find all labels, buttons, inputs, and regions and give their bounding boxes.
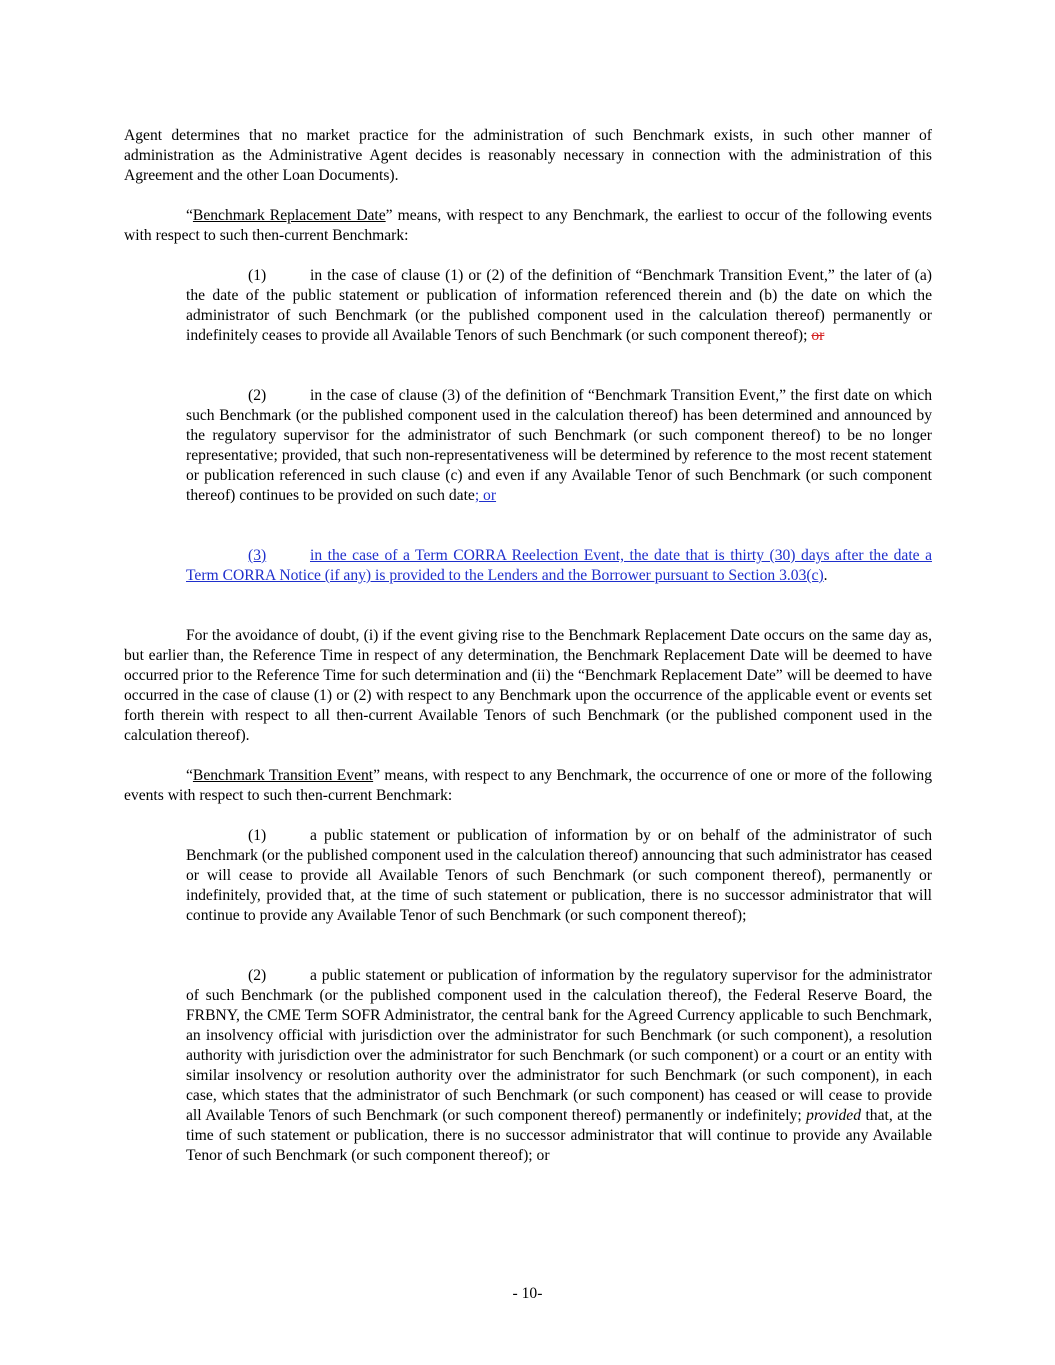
bte-clause-1 <box>186 826 932 926</box>
clause-text: in the case of clause (3) of the definition of “Benchmark Transition Event,” the first date on which such Benchmark (or the published component used in the calculation thereof) has been determined and announced by the regulatory supervisor for the administrator of such Benchmark (or such component thereof) to be no longer representative; provided, that such non-representativeness will be determined by reference to the most recent statement or publication referenced in such clause (c) and even if any Available Tenor of such Benchmark (or such component thereof) continues to be provided on such date <box>186 387 932 504</box>
deleted-text: or <box>811 327 825 344</box>
inserted-text: ; or <box>474 487 497 504</box>
clause-number: (1) <box>248 827 267 844</box>
brd-clause-3 <box>186 546 932 586</box>
open-quote: “ <box>186 767 193 784</box>
clause-text: a public statement or publication of information by or on behalf of the administrator of such Benchmark (or the published component used in the calculation thereof) announcing that such administrator has ceased or will cease to provide all Available Tenors of such Benchmark (or such component thereof), permanently or indefinitely, provided that, at the time of such statement or publication, there is no successor administrator that will continue to provide any Available Tenor of such Benchmark (or such component thereof); <box>186 827 932 924</box>
clause-number: (1) <box>248 267 267 284</box>
definition-text: ” means, with respect to any Benchmark, the occurrence of one or more of the following events with respect to such then-current Benchmark: <box>124 767 932 804</box>
avoidance-paragraph <box>124 626 932 746</box>
clause-number: (2) <box>248 387 267 404</box>
bte-clause-2 <box>186 966 932 1166</box>
defined-term: Benchmark Replacement Date <box>192 207 386 224</box>
clause-text-continued: that, at the time of such statement or publication, there is no successor administrator that will continue to provide any Available Tenor of such Benchmark (or such component thereof); or <box>186 1107 932 1164</box>
provided-italic: provided <box>806 1107 861 1124</box>
intro-paragraph <box>124 126 932 186</box>
clause-number: (3) <box>248 547 267 564</box>
definition-benchmark-replacement-date <box>124 206 932 246</box>
clause-number: (2) <box>248 967 267 984</box>
brd-clause-2 <box>186 386 932 506</box>
open-quote: “ <box>186 207 193 224</box>
page-number: - 10- <box>512 1285 543 1302</box>
brd-clause-1 <box>186 266 932 346</box>
inserted-text: in the case of a Term CORRA Reelection Event, the date that is thirty (30) days after the date a Term CORRA Notice (if any) is provided to the Lenders and the Borrower pursuant to Section 3.03(c) <box>186 547 932 584</box>
intro-text: Agent determines that no market practice for the administration of such Benchmark exists, in such other manner of administration as the Administrative Agent decides is reasonably necessary in connection with the administration of this Agreement and the other Loan Documents). <box>124 127 932 184</box>
definition-benchmark-transition-event <box>124 766 932 806</box>
clause-text: a public statement or publication of information by the regulatory supervisor for the administrator of such Benchmark (or the published component used in the calculation thereof), the Federal Reserve Board, the FRBNY, the CME Term SOFR Administrator, the central bank for the Agreed Currency applicable to such Benchmark, an insolvency official with jurisdiction over the administrator for such Benchmark (or such component), a resolution authority with jurisdiction over the administrator for such Benchmark (or such component) or a court or an entity with similar insolvency or resolution authority over the administrator for such Benchmark (or such component), in each case, which states that the administrator of such Benchmark (or such component) has ceased or will cease to provide all Available Tenors of such Benchmark (or such component thereof) permanently or indefinitely; <box>186 967 932 1124</box>
clause-end: . <box>823 567 828 584</box>
defined-term: Benchmark Transition Event <box>192 767 374 784</box>
avoidance-text: For the avoidance of doubt, (i) if the event giving rise to the Benchmark Replacement Date occurs on the same day as, but earlier than, the Reference Time in respect of any determination, the Benchmark Replacement Date will be deemed to have occurred prior to the Reference Time for such determination and (ii) the “Benchmark Replacement Date” will be deemed to have occurred in the case of clause (1) or (2) with respect to any Benchmark upon the occurrence of the applicable event or events set forth therein with respect to all then-current Available Tenors of such Benchmark (or the published component used in the calculation thereof). <box>124 627 932 744</box>
clause-text: in the case of clause (1) or (2) of the definition of “Benchmark Transition Event,” the later of (a) the date of the public statement or publication of information referenced therein and (b) the date on which the administrator of such Benchmark (or the published component used in the calculation thereof) permanently or indefinitely ceases to provide all Available Tenors of such Benchmark (or such component thereof); <box>186 267 932 344</box>
definition-text: ” means, with respect to any Benchmark, the earliest to occur of the following events with respect to such then-current Benchmark: <box>124 207 932 244</box>
